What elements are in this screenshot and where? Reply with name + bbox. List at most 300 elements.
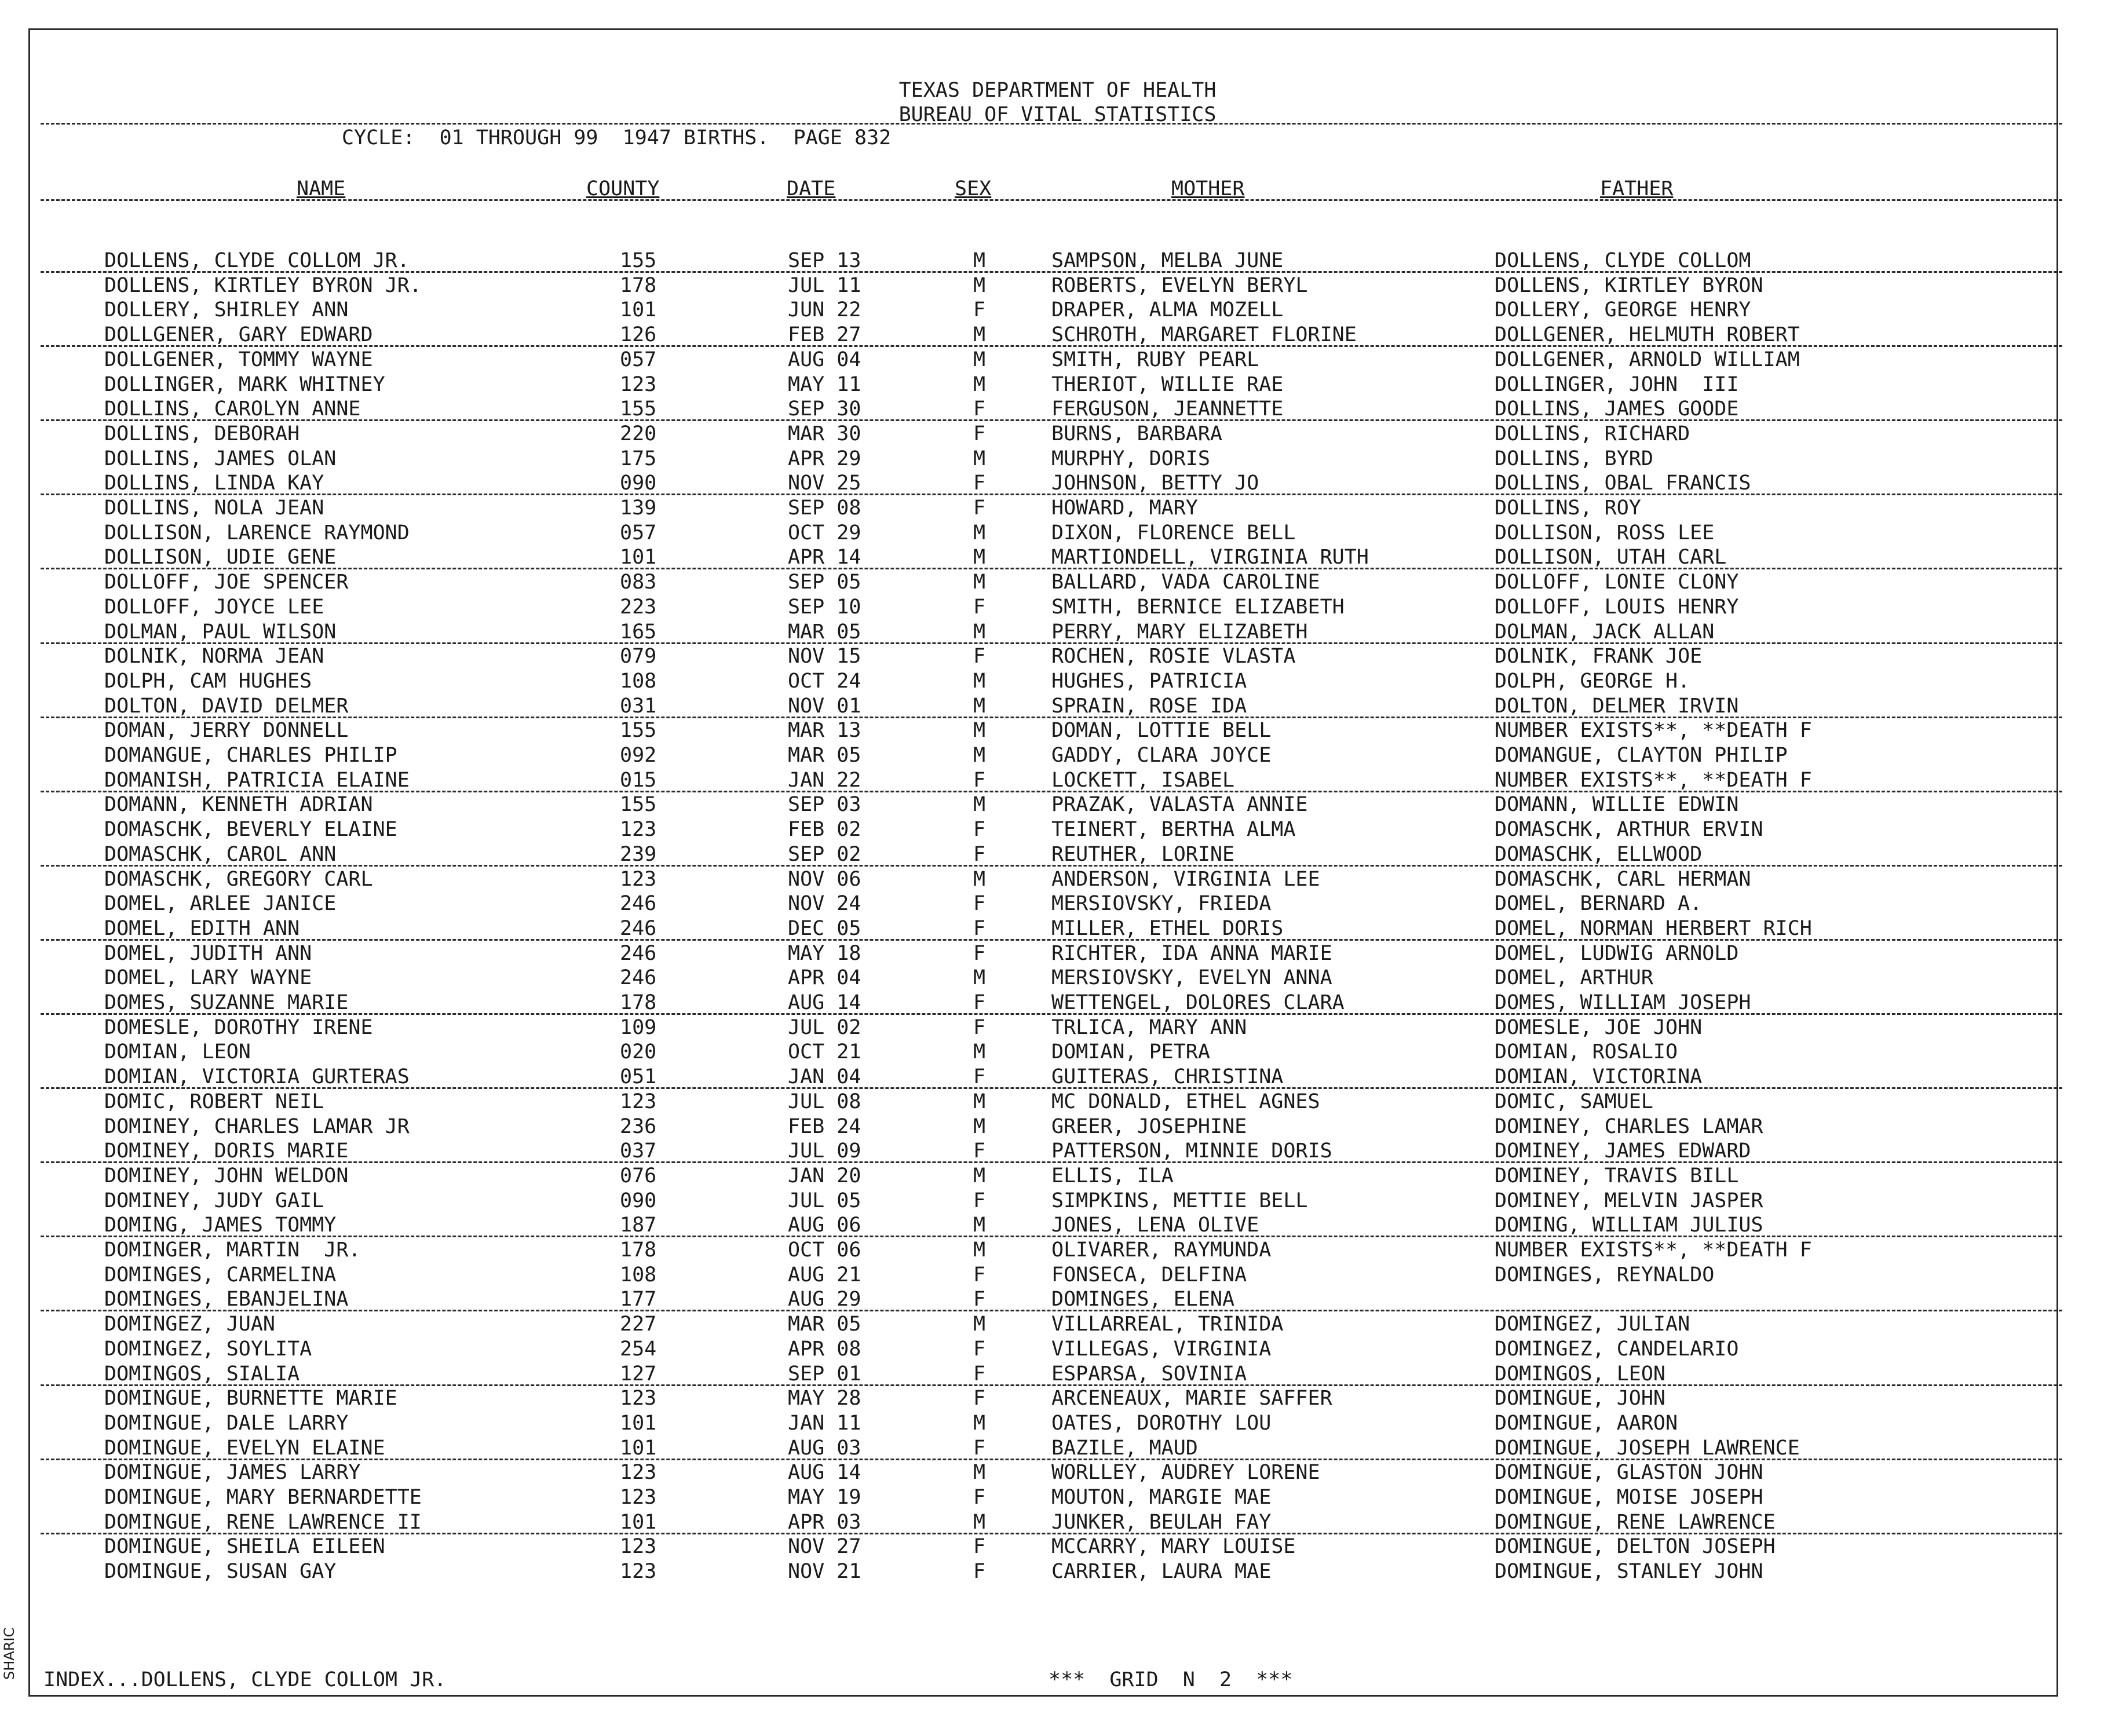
record-date: JAN 11 <box>788 1411 861 1435</box>
record-mother: GREER, JOSEPHINE <box>1051 1114 1247 1138</box>
record-name: DOMINGEZ, SOYLITA <box>104 1337 312 1361</box>
record-sex: M <box>973 669 986 693</box>
record-sex: M <box>973 273 986 297</box>
record-sex: M <box>973 1238 986 1262</box>
record-father: DOLTON, DELMER IRVIN <box>1495 694 1739 718</box>
record-row <box>0 1263 2115 1288</box>
row-divider <box>41 419 2062 421</box>
record-row <box>0 744 2115 768</box>
record-date: JAN 04 <box>788 1065 861 1089</box>
record-county: 076 <box>620 1164 657 1187</box>
record-sex: F <box>973 1189 986 1212</box>
record-name: DOMINGES, CARMELINA <box>104 1263 337 1287</box>
record-county: 108 <box>620 669 657 693</box>
record-name: DOLLINS, DEBORAH <box>104 422 300 445</box>
record-sex: F <box>973 1387 986 1410</box>
record-father: NUMBER EXISTS**, **DEATH F <box>1495 768 1812 792</box>
record-sex: F <box>973 1139 986 1163</box>
record-mother: TEINERT, BERTHA ALMA <box>1051 818 1296 842</box>
record-county: 123 <box>620 1090 657 1113</box>
record-county: 051 <box>620 1065 657 1089</box>
record-sex: M <box>973 447 986 470</box>
record-name: DOMINGOS, SIALIA <box>104 1362 300 1386</box>
record-sex: M <box>973 719 986 743</box>
record-mother: WORLLEY, AUDREY LORENE <box>1051 1461 1320 1485</box>
record-row <box>0 868 2115 892</box>
record-county: 155 <box>620 719 657 743</box>
record-name: DOMIAN, LEON <box>104 1040 251 1064</box>
record-sex: F <box>973 1337 986 1361</box>
record-row <box>0 249 2115 273</box>
record-row <box>0 695 2115 719</box>
record-sex: M <box>973 323 986 347</box>
record-sex: F <box>973 1288 986 1311</box>
record-row <box>0 1040 2115 1065</box>
column-header-sex: SEX <box>955 177 992 200</box>
record-name: DOMINGUE, SUSAN GAY <box>104 1560 337 1584</box>
record-sex: M <box>973 1461 986 1485</box>
row-divider <box>41 1013 2062 1015</box>
record-sex: F <box>973 768 986 792</box>
record-mother: MURPHY, DORIS <box>1051 447 1210 470</box>
record-father: DOMINGES, REYNALDO <box>1495 1263 1715 1287</box>
record-mother: SIMPKINS, METTIE BELL <box>1051 1189 1308 1212</box>
record-father: DOMINGEZ, JULIAN <box>1495 1313 1690 1336</box>
record-date: JUL 05 <box>788 1189 861 1212</box>
record-father: DOLLINS, RICHARD <box>1495 422 1690 445</box>
record-county: 246 <box>620 941 657 965</box>
record-mother: DIXON, FLORENCE BELL <box>1051 521 1296 544</box>
record-row <box>0 571 2115 595</box>
record-date: JAN 22 <box>788 768 861 792</box>
record-father: DOLLERY, GEORGE HENRY <box>1495 298 1751 322</box>
record-row <box>0 1214 2115 1238</box>
record-father: DOLPH, GEORGE H. <box>1495 669 1690 693</box>
record-county: 079 <box>620 645 657 668</box>
record-county: 057 <box>620 521 657 544</box>
record-date: NOV 27 <box>788 1535 861 1559</box>
record-mother: BURNS, BARBARA <box>1051 422 1223 445</box>
record-mother: SMITH, RUBY PEARL <box>1051 348 1259 371</box>
record-sex: F <box>973 472 986 495</box>
record-father: DOMASCHK, ELLWOOD <box>1495 842 1703 866</box>
record-county: 177 <box>620 1288 657 1311</box>
record-row <box>0 472 2115 496</box>
record-sex: F <box>973 595 986 619</box>
record-name: DOLLOFF, JOYCE LEE <box>104 595 324 619</box>
column-header-name: NAME <box>297 177 346 200</box>
record-row <box>0 1412 2115 1436</box>
record-mother: DOMAN, LOTTIE BELL <box>1051 719 1272 743</box>
record-county: 220 <box>620 422 657 445</box>
record-father: DOLLISON, ROSS LEE <box>1495 521 1715 544</box>
record-name: DOLTON, DAVID DELMER <box>104 694 349 718</box>
record-mother: ROBERTS, EVELYN BERYL <box>1051 273 1308 297</box>
record-date: MAY 11 <box>788 372 861 396</box>
record-row <box>0 917 2115 941</box>
row-divider <box>41 568 2062 569</box>
record-row <box>0 719 2115 743</box>
record-father: DOMINGUE, JOHN <box>1495 1387 1666 1410</box>
record-mother: DRAPER, ALMA MOZELL <box>1051 298 1284 322</box>
record-name: DOMIC, ROBERT NEIL <box>104 1090 324 1113</box>
record-county: 155 <box>620 793 657 817</box>
record-county: 187 <box>620 1214 657 1237</box>
record-row <box>0 447 2115 472</box>
record-mother: BAZILE, MAUD <box>1051 1436 1198 1460</box>
record-row <box>0 1016 2115 1040</box>
record-name: DOMEL, ARLEE JANICE <box>104 892 337 916</box>
record-name: DOMASCHK, BEVERLY ELAINE <box>104 818 397 842</box>
record-father: DOLMAN, JACK ALLAN <box>1495 620 1715 644</box>
record-mother: ARCENEAUX, MARIE SAFFER <box>1051 1387 1332 1410</box>
record-county: 178 <box>620 1238 657 1262</box>
record-row <box>0 892 2115 916</box>
record-date: AUG 21 <box>788 1263 861 1287</box>
record-date: MAR 13 <box>788 719 861 743</box>
row-divider <box>41 1459 2062 1460</box>
row-divider <box>41 1533 2062 1534</box>
record-row <box>0 1164 2115 1189</box>
record-date: JUN 22 <box>788 298 861 322</box>
record-father: DOLLENS, KIRTLEY BYRON <box>1495 273 1763 297</box>
record-date: APR 08 <box>788 1337 861 1361</box>
record-date: SEP 02 <box>788 842 861 866</box>
record-sex: F <box>973 1535 986 1559</box>
record-father: DOMEL, BERNARD A. <box>1495 892 1703 916</box>
record-date: MAY 18 <box>788 941 861 965</box>
record-name: DOLLINS, LINDA KAY <box>104 472 324 495</box>
record-mother: JOHNSON, BETTY JO <box>1051 472 1259 495</box>
record-father: DOMEL, ARTHUR <box>1495 966 1653 990</box>
record-county: 178 <box>620 273 657 297</box>
record-date: APR 04 <box>788 966 861 990</box>
record-mother: GADDY, CLARA JOYCE <box>1051 744 1272 767</box>
record-mother: OATES, DOROTHY LOU <box>1051 1411 1272 1435</box>
record-name: DOMEL, JUDITH ANN <box>104 941 312 965</box>
record-sex: M <box>973 1510 986 1534</box>
record-mother: JUNKER, BEULAH FAY <box>1051 1510 1272 1534</box>
row-divider <box>41 865 2062 867</box>
record-sex: F <box>973 1486 986 1509</box>
row-divider <box>41 1236 2062 1237</box>
record-date: NOV 06 <box>788 867 861 891</box>
column-header-father: FATHER <box>1600 177 1674 200</box>
record-sex: F <box>973 941 986 965</box>
record-name: DOLPH, CAM HUGHES <box>104 669 312 693</box>
record-mother: TRLICA, MARY ANN <box>1051 1015 1247 1039</box>
record-county: 246 <box>620 892 657 916</box>
record-name: DOMING, JAMES TOMMY <box>104 1214 337 1237</box>
record-county: 254 <box>620 1337 657 1361</box>
record-row <box>0 1313 2115 1337</box>
record-date: FEB 02 <box>788 818 861 842</box>
record-name: DOMIAN, VICTORIA GURTERAS <box>104 1065 410 1089</box>
record-date: JUL 09 <box>788 1139 861 1163</box>
record-mother: ROCHEN, ROSIE VLASTA <box>1051 645 1296 668</box>
record-name: DOMINEY, DORIS MARIE <box>104 1139 349 1163</box>
record-county: 123 <box>620 1486 657 1509</box>
record-row <box>0 521 2115 546</box>
row-divider <box>41 494 2062 495</box>
record-name: DOMINGUE, MARY BERNARDETTE <box>104 1486 422 1509</box>
record-father: DOMES, WILLIAM JOSEPH <box>1495 991 1751 1014</box>
record-name: DOLLISON, LARENCE RAYMOND <box>104 521 410 544</box>
record-sex: M <box>973 793 986 817</box>
record-name: DOLLINS, NOLA JEAN <box>104 496 324 520</box>
record-name: DOLLERY, SHIRLEY ANN <box>104 298 349 322</box>
row-divider <box>41 642 2062 644</box>
side-tag: SHARIC <box>1 1627 17 1680</box>
record-date: JUL 11 <box>788 273 861 297</box>
record-sex: F <box>973 1263 986 1287</box>
record-mother: RICHTER, IDA ANNA MARIE <box>1051 941 1332 965</box>
record-county: 015 <box>620 768 657 792</box>
record-date: APR 29 <box>788 447 861 470</box>
record-county: 165 <box>620 620 657 644</box>
record-row <box>0 670 2115 694</box>
record-row <box>0 818 2115 842</box>
record-date: SEP 03 <box>788 793 861 817</box>
record-father: DOMEL, NORMAN HERBERT RICH <box>1495 916 1812 940</box>
record-father: DOMINGUE, DELTON JOSEPH <box>1495 1535 1776 1559</box>
agency-title: TEXAS DEPARTMENT OF HEALTH <box>898 79 1217 102</box>
record-father: DOLLINS, BYRD <box>1495 447 1653 470</box>
record-date: JUL 08 <box>788 1090 861 1113</box>
record-father: DOLNIK, FRANK JOE <box>1495 645 1703 668</box>
record-date: OCT 21 <box>788 1040 861 1064</box>
record-father: DOLLINGER, JOHN III <box>1495 372 1739 396</box>
record-sex: M <box>973 867 986 891</box>
record-county: 090 <box>620 472 657 495</box>
record-county: 123 <box>620 818 657 842</box>
record-sex: F <box>973 298 986 322</box>
record-row <box>0 298 2115 323</box>
row-divider <box>41 1161 2062 1163</box>
record-name: DOLLOFF, JOE SPENCER <box>104 571 349 594</box>
record-county: 139 <box>620 496 657 520</box>
record-row <box>0 793 2115 817</box>
record-mother: VILLARREAL, TRINIDA <box>1051 1313 1284 1336</box>
record-row <box>0 1387 2115 1411</box>
record-date: NOV 01 <box>788 694 861 718</box>
record-name: DOMEL, EDITH ANN <box>104 916 300 940</box>
record-father: DOMINGEZ, CANDELARIO <box>1495 1337 1739 1361</box>
record-mother: MILLER, ETHEL DORIS <box>1051 916 1284 940</box>
record-date: OCT 29 <box>788 521 861 544</box>
record-mother: MOUTON, MARGIE MAE <box>1051 1486 1272 1509</box>
record-mother: HUGHES, PATRICIA <box>1051 669 1247 693</box>
record-mother: ELLIS, ILA <box>1051 1164 1174 1187</box>
record-father: DOMANN, WILLIE EDWIN <box>1495 793 1739 817</box>
record-mother: MC DONALD, ETHEL AGNES <box>1051 1090 1320 1113</box>
record-father: DOMINEY, JAMES EDWARD <box>1495 1139 1751 1163</box>
record-county: 227 <box>620 1313 657 1336</box>
record-father: NUMBER EXISTS**, **DEATH F <box>1495 1238 1812 1262</box>
record-date: MAY 28 <box>788 1387 861 1410</box>
index-footer: INDEX...DOLLENS, CLYDE COLLOM JR. <box>43 1668 447 1691</box>
record-father: DOLLGENER, HELMUTH ROBERT <box>1495 323 1800 347</box>
record-father: DOMASCHK, CARL HERMAN <box>1495 867 1751 891</box>
record-father: DOMIAN, ROSALIO <box>1495 1040 1678 1064</box>
record-county: 101 <box>620 1510 657 1534</box>
record-row <box>0 1535 2115 1559</box>
record-name: DOLLENS, KIRTLEY BYRON JR. <box>104 273 422 297</box>
record-father: DOLLINS, JAMES GOODE <box>1495 397 1739 421</box>
record-row <box>0 1065 2115 1090</box>
record-father: DOMINGUE, MOISE JOSEPH <box>1495 1486 1763 1509</box>
record-sex: F <box>973 397 986 421</box>
record-county: 223 <box>620 595 657 619</box>
record-date: NOV 24 <box>788 892 861 916</box>
record-name: DOMASCHK, GREGORY CARL <box>104 867 373 891</box>
record-mother: WETTENGEL, DOLORES CLARA <box>1051 991 1345 1014</box>
record-date: FEB 27 <box>788 323 861 347</box>
record-row <box>0 843 2115 867</box>
record-row <box>0 1189 2115 1214</box>
record-row <box>0 1337 2115 1362</box>
record-sex: M <box>973 1164 986 1187</box>
record-name: DOLLINS, CAROLYN ANNE <box>104 397 361 421</box>
record-county: 123 <box>620 1560 657 1584</box>
record-date: NOV 15 <box>788 645 861 668</box>
record-sex: M <box>973 620 986 644</box>
record-date: AUG 04 <box>788 348 861 371</box>
record-row <box>0 323 2115 348</box>
record-father: DOMINGUE, JOSEPH LAWRENCE <box>1495 1436 1800 1460</box>
record-name: DOMES, SUZANNE MARIE <box>104 991 349 1014</box>
record-county: 090 <box>620 1189 657 1212</box>
record-name: DOMINGUE, RENE LAWRENCE II <box>104 1510 422 1534</box>
record-row <box>0 1461 2115 1485</box>
record-name: DOMINGEZ, JUAN <box>104 1313 276 1336</box>
record-father: DOMASCHK, ARTHUR ERVIN <box>1495 818 1763 842</box>
record-row <box>0 1511 2115 1535</box>
record-sex: F <box>973 892 986 916</box>
record-mother: MARTIONDELL, VIRGINIA RUTH <box>1051 546 1369 569</box>
record-sex: M <box>973 1411 986 1435</box>
row-divider <box>41 271 2062 273</box>
record-row <box>0 496 2115 521</box>
record-sex: M <box>973 694 986 718</box>
row-divider <box>41 1310 2062 1311</box>
record-mother: GUITERAS, CHRISTINA <box>1051 1065 1284 1089</box>
record-date: NOV 25 <box>788 472 861 495</box>
record-sex: M <box>973 1214 986 1237</box>
record-sex: F <box>973 818 986 842</box>
grid-footer: *** GRID N 2 *** <box>1049 1668 1293 1691</box>
record-county: 126 <box>620 323 657 347</box>
divider <box>41 123 2062 125</box>
column-header-mother: MOTHER <box>1171 177 1245 200</box>
record-county: 031 <box>620 694 657 718</box>
row-divider <box>41 791 2062 792</box>
record-sex: F <box>973 1015 986 1039</box>
record-date: APR 14 <box>788 546 861 569</box>
record-name: DOMINEY, JUDY GAIL <box>104 1189 324 1212</box>
record-row <box>0 942 2115 966</box>
row-divider <box>41 1087 2062 1089</box>
record-sex: M <box>973 249 986 272</box>
record-county: 057 <box>620 348 657 371</box>
record-county: 127 <box>620 1362 657 1386</box>
record-row <box>0 1238 2115 1263</box>
bureau-title: BUREAU OF VITAL STATISTICS <box>898 103 1217 126</box>
record-name: DOMINGUE, SHEILA EILEEN <box>104 1535 385 1559</box>
record-mother: DOMINGES, ELENA <box>1051 1288 1235 1311</box>
record-father: DOMINGUE, AARON <box>1495 1411 1678 1435</box>
record-sex: M <box>973 744 986 767</box>
record-date: MAR 30 <box>788 422 861 445</box>
row-divider <box>41 939 2062 941</box>
record-father: DOMINEY, TRAVIS BILL <box>1495 1164 1739 1187</box>
record-mother: PATTERSON, MINNIE DORIS <box>1051 1139 1332 1163</box>
record-sex: F <box>973 422 986 445</box>
record-row <box>0 991 2115 1015</box>
record-father: DOLLENS, CLYDE COLLOM <box>1495 249 1751 272</box>
record-county: 101 <box>620 1436 657 1460</box>
record-father: DOLLGENER, ARNOLD WILLIAM <box>1495 348 1800 371</box>
record-sex: M <box>973 372 986 396</box>
record-mother: MERSIOVSKY, EVELYN ANNA <box>1051 966 1332 990</box>
record-sex: F <box>973 916 986 940</box>
record-mother: FERGUSON, JEANNETTE <box>1051 397 1284 421</box>
record-date: APR 03 <box>788 1510 861 1534</box>
record-name: DOMINGES, EBANJELINA <box>104 1288 349 1311</box>
cycle-line: CYCLE: 01 THROUGH 99 1947 BIRTHS. PAGE 832 <box>342 126 892 149</box>
record-sex: M <box>973 571 986 594</box>
record-mother: MCCARRY, MARY LOUISE <box>1051 1535 1296 1559</box>
record-name: DOMINGUE, EVELYN ELAINE <box>104 1436 385 1460</box>
record-sex: F <box>973 1065 986 1089</box>
record-county: 123 <box>620 1461 657 1485</box>
record-county: 123 <box>620 867 657 891</box>
record-row <box>0 1486 2115 1510</box>
record-name: DOMASCHK, CAROL ANN <box>104 842 337 866</box>
row-divider <box>41 1384 2062 1386</box>
record-date: SEP 10 <box>788 595 861 619</box>
record-sex: M <box>973 966 986 990</box>
record-name: DOLLISON, UDIE GENE <box>104 546 337 569</box>
record-father: DOMINGUE, STANLEY JOHN <box>1495 1560 1763 1584</box>
record-row <box>0 546 2115 570</box>
record-mother: REUTHER, LORINE <box>1051 842 1235 866</box>
record-mother: VILLEGAS, VIRGINIA <box>1051 1337 1272 1361</box>
record-mother: HOWARD, MARY <box>1051 496 1198 520</box>
record-father: DOMINGUE, GLASTON JOHN <box>1495 1461 1763 1485</box>
record-date: AUG 14 <box>788 1461 861 1485</box>
record-date: AUG 03 <box>788 1436 861 1460</box>
record-row <box>0 1437 2115 1461</box>
record-date: FEB 24 <box>788 1114 861 1138</box>
record-county: 178 <box>620 991 657 1014</box>
record-father: DOLLOFF, LONIE CLONY <box>1495 571 1739 594</box>
record-row <box>0 966 2115 991</box>
record-name: DOMINGUE, BURNETTE MARIE <box>104 1387 397 1410</box>
column-header-county: COUNTY <box>586 177 660 200</box>
record-name: DOLLINS, JAMES OLAN <box>104 447 337 470</box>
record-county: 175 <box>620 447 657 470</box>
record-date: SEP 30 <box>788 397 861 421</box>
record-row <box>0 620 2115 645</box>
record-father: DOMINGOS, LEON <box>1495 1362 1666 1386</box>
record-name: DOMINEY, CHARLES LAMAR JR <box>104 1114 410 1138</box>
record-name: DOLLINGER, MARK WHITNEY <box>104 372 385 396</box>
record-county: 101 <box>620 1411 657 1435</box>
record-name: DOLMAN, PAUL WILSON <box>104 620 337 644</box>
record-father: DOMING, WILLIAM JULIUS <box>1495 1214 1763 1237</box>
record-name: DOMINEY, JOHN WELDON <box>104 1164 349 1187</box>
